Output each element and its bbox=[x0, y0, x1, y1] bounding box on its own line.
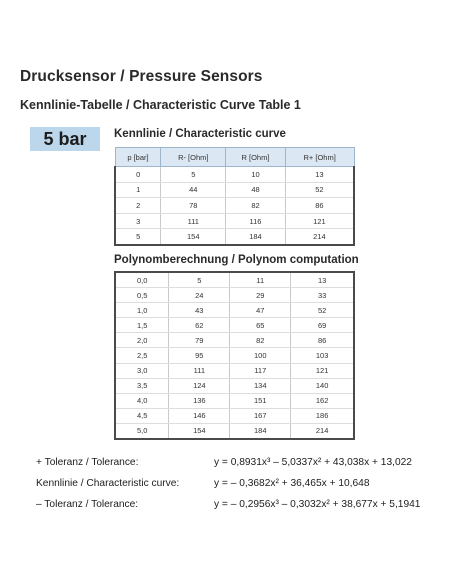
table-cell: 146 bbox=[169, 408, 230, 423]
table-cell: 184 bbox=[226, 229, 286, 245]
table-cell: 3 bbox=[115, 213, 161, 229]
formula-label: + Toleranz / Tolerance: bbox=[36, 457, 139, 468]
table-cell: 121 bbox=[291, 363, 354, 378]
table-row bbox=[115, 378, 354, 393]
table-row bbox=[115, 198, 354, 214]
table-cell: 111 bbox=[169, 363, 230, 378]
table-cell: 3,5 bbox=[115, 378, 169, 393]
characteristic-curve-caption: Kennlinie / Characteristic curve bbox=[114, 128, 286, 140]
column-header: p [bar] bbox=[115, 148, 161, 167]
table-row bbox=[115, 213, 354, 229]
table-row bbox=[115, 167, 354, 183]
table-row bbox=[115, 318, 354, 333]
table-cell: 78 bbox=[161, 198, 226, 214]
table-row bbox=[115, 363, 354, 378]
table-cell: 29 bbox=[230, 288, 291, 303]
table-cell: 116 bbox=[226, 213, 286, 229]
table-cell: 10 bbox=[226, 167, 286, 183]
formula-row-characteristic-curve bbox=[36, 473, 420, 494]
table-cell: 134 bbox=[230, 378, 291, 393]
formula-label: – Toleranz / Tolerance: bbox=[36, 499, 139, 510]
table-row bbox=[115, 333, 354, 348]
table-row bbox=[115, 423, 354, 439]
formula-row-minus-tolerance bbox=[36, 494, 420, 515]
table-cell: 4,5 bbox=[115, 408, 169, 423]
table-row bbox=[115, 393, 354, 408]
table-cell: 167 bbox=[230, 408, 291, 423]
table-cell: 103 bbox=[291, 348, 354, 363]
table-cell: 79 bbox=[169, 333, 230, 348]
table-row bbox=[115, 348, 354, 363]
table-cell: 186 bbox=[291, 408, 354, 423]
table-cell: 2,0 bbox=[115, 333, 169, 348]
formula-row-plus-tolerance bbox=[36, 452, 420, 473]
table-cell: 0 bbox=[115, 167, 161, 183]
table-cell: 95 bbox=[169, 348, 230, 363]
table-cell: 154 bbox=[161, 229, 226, 245]
table-cell: 162 bbox=[291, 393, 354, 408]
table-cell: 5,0 bbox=[115, 423, 169, 439]
table-cell: 62 bbox=[169, 318, 230, 333]
table-cell: 151 bbox=[230, 393, 291, 408]
table-cell: 2,5 bbox=[115, 348, 169, 363]
table-cell: 121 bbox=[285, 213, 354, 229]
table-cell: 82 bbox=[230, 333, 291, 348]
table-cell: 111 bbox=[161, 213, 226, 229]
table-cell: 69 bbox=[291, 318, 354, 333]
column-header: R+ [Ohm] bbox=[285, 148, 354, 167]
formula-label: Kennlinie / Characteristic curve: bbox=[36, 478, 180, 489]
table-cell: 13 bbox=[291, 272, 354, 288]
table-cell: 1,0 bbox=[115, 303, 169, 318]
table-cell: 214 bbox=[285, 229, 354, 245]
polynom-computation-table bbox=[114, 271, 355, 440]
table-cell: 136 bbox=[169, 393, 230, 408]
table-cell: 214 bbox=[291, 423, 354, 439]
pressure-range-badge: 5 bar bbox=[30, 127, 100, 151]
table-cell: 1 bbox=[115, 182, 161, 198]
table-cell: 24 bbox=[169, 288, 230, 303]
table-row bbox=[115, 288, 354, 303]
table-cell: 154 bbox=[169, 423, 230, 439]
page-title: Drucksensor / Pressure Sensors bbox=[20, 68, 263, 85]
table-cell: 100 bbox=[230, 348, 291, 363]
table-row bbox=[115, 182, 354, 198]
table-cell: 1,5 bbox=[115, 318, 169, 333]
table-cell: 5 bbox=[169, 272, 230, 288]
table-cell: 86 bbox=[285, 198, 354, 214]
formula-list bbox=[36, 452, 420, 515]
characteristic-curve-table-body bbox=[115, 167, 354, 245]
table-cell: 52 bbox=[285, 182, 354, 198]
table-cell: 3,0 bbox=[115, 363, 169, 378]
table-row bbox=[115, 272, 354, 288]
table-cell: 124 bbox=[169, 378, 230, 393]
table-cell: 184 bbox=[230, 423, 291, 439]
formula-expression: y = 0,8931x³ – 5,0337x² + 43,038x + 13,022 bbox=[214, 457, 412, 468]
page-subtitle: Kennlinie-Tabelle / Characteristic Curve Table 1 bbox=[20, 98, 301, 112]
formula-expression: y = – 0,2956x³ – 0,3032x² + 38,677x + 5,1941 bbox=[214, 499, 421, 510]
column-header: R [Ohm] bbox=[226, 148, 286, 167]
table-cell: 4,0 bbox=[115, 393, 169, 408]
table-cell: 82 bbox=[226, 198, 286, 214]
characteristic-curve-table bbox=[114, 147, 355, 246]
table-cell: 43 bbox=[169, 303, 230, 318]
table-cell: 65 bbox=[230, 318, 291, 333]
table-row bbox=[115, 229, 354, 245]
table-cell: 86 bbox=[291, 333, 354, 348]
table-cell: 48 bbox=[226, 182, 286, 198]
polynom-computation-table-body bbox=[115, 272, 354, 439]
column-header: R- [Ohm] bbox=[161, 148, 226, 167]
table-cell: 33 bbox=[291, 288, 354, 303]
table-cell: 47 bbox=[230, 303, 291, 318]
table-cell: 117 bbox=[230, 363, 291, 378]
table-cell: 0,0 bbox=[115, 272, 169, 288]
formula-expression: y = – 0,3682x² + 36,465x + 10,648 bbox=[214, 478, 370, 489]
table-header-row bbox=[115, 148, 354, 167]
table-cell: 11 bbox=[230, 272, 291, 288]
table-row bbox=[115, 303, 354, 318]
table-cell: 5 bbox=[161, 167, 226, 183]
table-cell: 0,5 bbox=[115, 288, 169, 303]
table-row bbox=[115, 408, 354, 423]
table-cell: 13 bbox=[285, 167, 354, 183]
table-cell: 52 bbox=[291, 303, 354, 318]
table-cell: 5 bbox=[115, 229, 161, 245]
table-cell: 140 bbox=[291, 378, 354, 393]
table-cell: 2 bbox=[115, 198, 161, 214]
polynom-computation-caption: Polynomberechnung / Polynom computation bbox=[114, 254, 359, 266]
table-cell: 44 bbox=[161, 182, 226, 198]
